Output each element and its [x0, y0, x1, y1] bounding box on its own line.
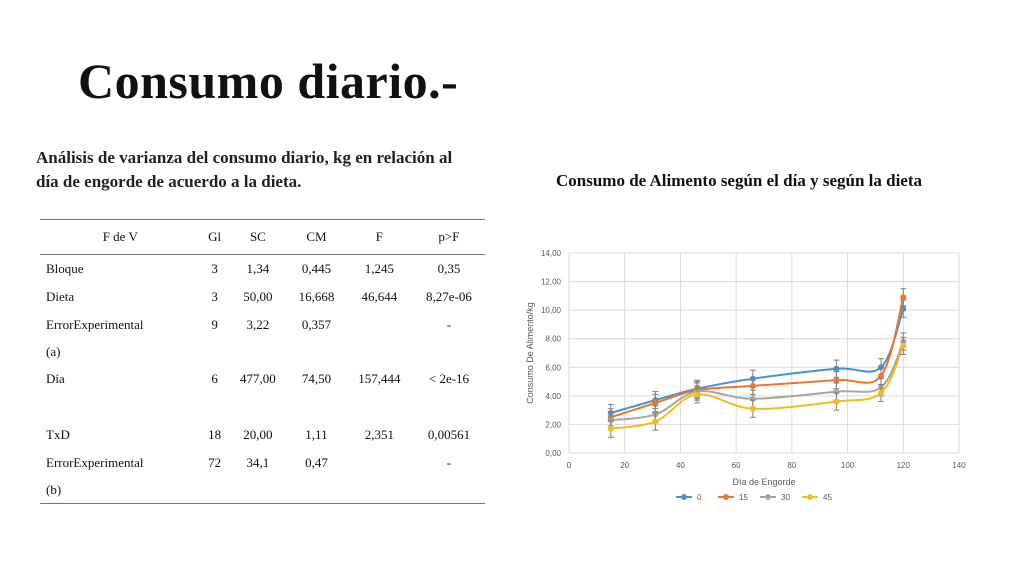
legend-label: 15 — [739, 493, 748, 502]
row-sc: 20,00 — [243, 427, 273, 442]
row-cm: 0,445 — [301, 261, 332, 276]
y-tick-label: 8,00 — [545, 334, 561, 344]
y-tick-label: 6,00 — [545, 363, 561, 373]
axis-ticks — [541, 249, 966, 470]
legend-label: 0 — [697, 493, 702, 502]
row-gl: 18 — [208, 427, 222, 442]
data-point — [652, 419, 658, 425]
legend-marker — [681, 494, 687, 500]
y-tick-label: 10,00 — [540, 306, 561, 316]
legend-marker — [765, 494, 771, 500]
row-p: - — [446, 317, 452, 332]
y-tick-label: 12,00 — [540, 277, 561, 287]
legend-item — [802, 493, 832, 502]
row-p: 0,00561 — [427, 427, 471, 442]
legend-label: 30 — [781, 493, 790, 502]
data-point — [833, 399, 839, 405]
row-sc: 50,00 — [243, 289, 273, 304]
header-f: F — [346, 220, 413, 255]
legend-item — [676, 493, 702, 502]
header-sc: SC — [229, 220, 288, 255]
row-source: Bloque — [46, 261, 84, 276]
y-axis-label: Consumo De Alimento/kg — [525, 302, 535, 404]
row-source-text: ErrorExperimental(a) — [46, 317, 144, 359]
x-tick-label: 140 — [952, 461, 966, 470]
series-30 — [608, 333, 907, 429]
data-point — [878, 390, 884, 396]
row-cm: 1,11 — [305, 427, 328, 442]
row-gl: 72 — [201, 449, 229, 504]
x-tick-label: 0 — [566, 461, 572, 470]
row-source: Dieta — [46, 289, 75, 304]
x-tick-label: 100 — [840, 461, 855, 470]
row-source: Día — [46, 371, 65, 386]
row-gl: 6 — [211, 371, 218, 386]
data-point — [694, 391, 700, 397]
row-cm: 16,668 — [298, 289, 335, 304]
y-tick-label: 2,00 — [545, 420, 561, 430]
slide-title: Consumo diario.- — [78, 53, 459, 109]
row-sc: 34,1 — [229, 449, 288, 504]
x-tick-label: 80 — [787, 461, 797, 470]
x-tick-label: 60 — [731, 461, 741, 470]
row-cm: 74,50 — [301, 371, 332, 386]
y-tick-label: 0,00 — [545, 449, 561, 458]
row-p: 8,27e-06 — [426, 289, 472, 304]
legend-marker — [807, 494, 813, 500]
data-point — [900, 294, 906, 300]
row-f: 2,351 — [364, 427, 394, 442]
data-point — [900, 343, 906, 349]
row-source: TxD — [46, 427, 70, 442]
legend-item — [760, 493, 790, 502]
header-cm: CM — [287, 220, 346, 255]
data-point — [833, 366, 839, 372]
table-caption: Análisis de varianza del consumo diario, kg en relación al día de engorde de acuerdo a la dieta. — [36, 148, 453, 191]
series-45 — [608, 337, 907, 437]
y-tick-label: 14,00 — [540, 249, 561, 258]
x-axis-label: Día de Engorde — [732, 477, 796, 487]
data-point — [833, 377, 839, 383]
row-p: - — [413, 449, 485, 504]
legend-label: 45 — [823, 493, 832, 502]
row-gl: 9 — [211, 317, 218, 332]
row-gl: 3 — [211, 261, 218, 276]
row-sc: 477,00 — [240, 371, 276, 386]
header-gl: Gl — [201, 220, 229, 255]
x-tick-label: 20 — [620, 461, 630, 470]
x-tick-label: 40 — [675, 461, 685, 470]
row-sc: 3,22 — [246, 317, 270, 332]
data-point — [878, 373, 884, 379]
legend-item — [718, 493, 748, 502]
row-f: 46,644 — [361, 289, 398, 304]
row-p: 0,35 — [437, 261, 461, 276]
data-point — [750, 406, 756, 412]
legend-marker — [723, 494, 729, 500]
row-cm: 0,47 — [287, 449, 346, 504]
chart-series — [608, 289, 907, 438]
row-source-text: ErrorExperimental(b) — [46, 455, 144, 497]
row-gl: 3 — [211, 289, 218, 304]
row-f: 157,444 — [358, 371, 401, 386]
x-tick-label: 120 — [896, 461, 910, 470]
row-f: 1,245 — [364, 261, 394, 276]
header-p: p>F — [413, 220, 485, 255]
header-fv: F de V — [40, 220, 201, 255]
chart-legend — [676, 493, 832, 502]
row-cm: 0,357 — [301, 317, 332, 332]
y-tick-label: 4,00 — [545, 391, 561, 401]
data-point — [608, 426, 614, 432]
row-sc: 1,34 — [246, 261, 270, 276]
row-p: < 2e-16 — [428, 371, 470, 386]
series-15 — [608, 289, 907, 426]
data-point — [652, 400, 658, 406]
chart-title: Consumo de Alimento según el día y según la dieta — [556, 171, 923, 190]
data-point — [750, 383, 756, 389]
